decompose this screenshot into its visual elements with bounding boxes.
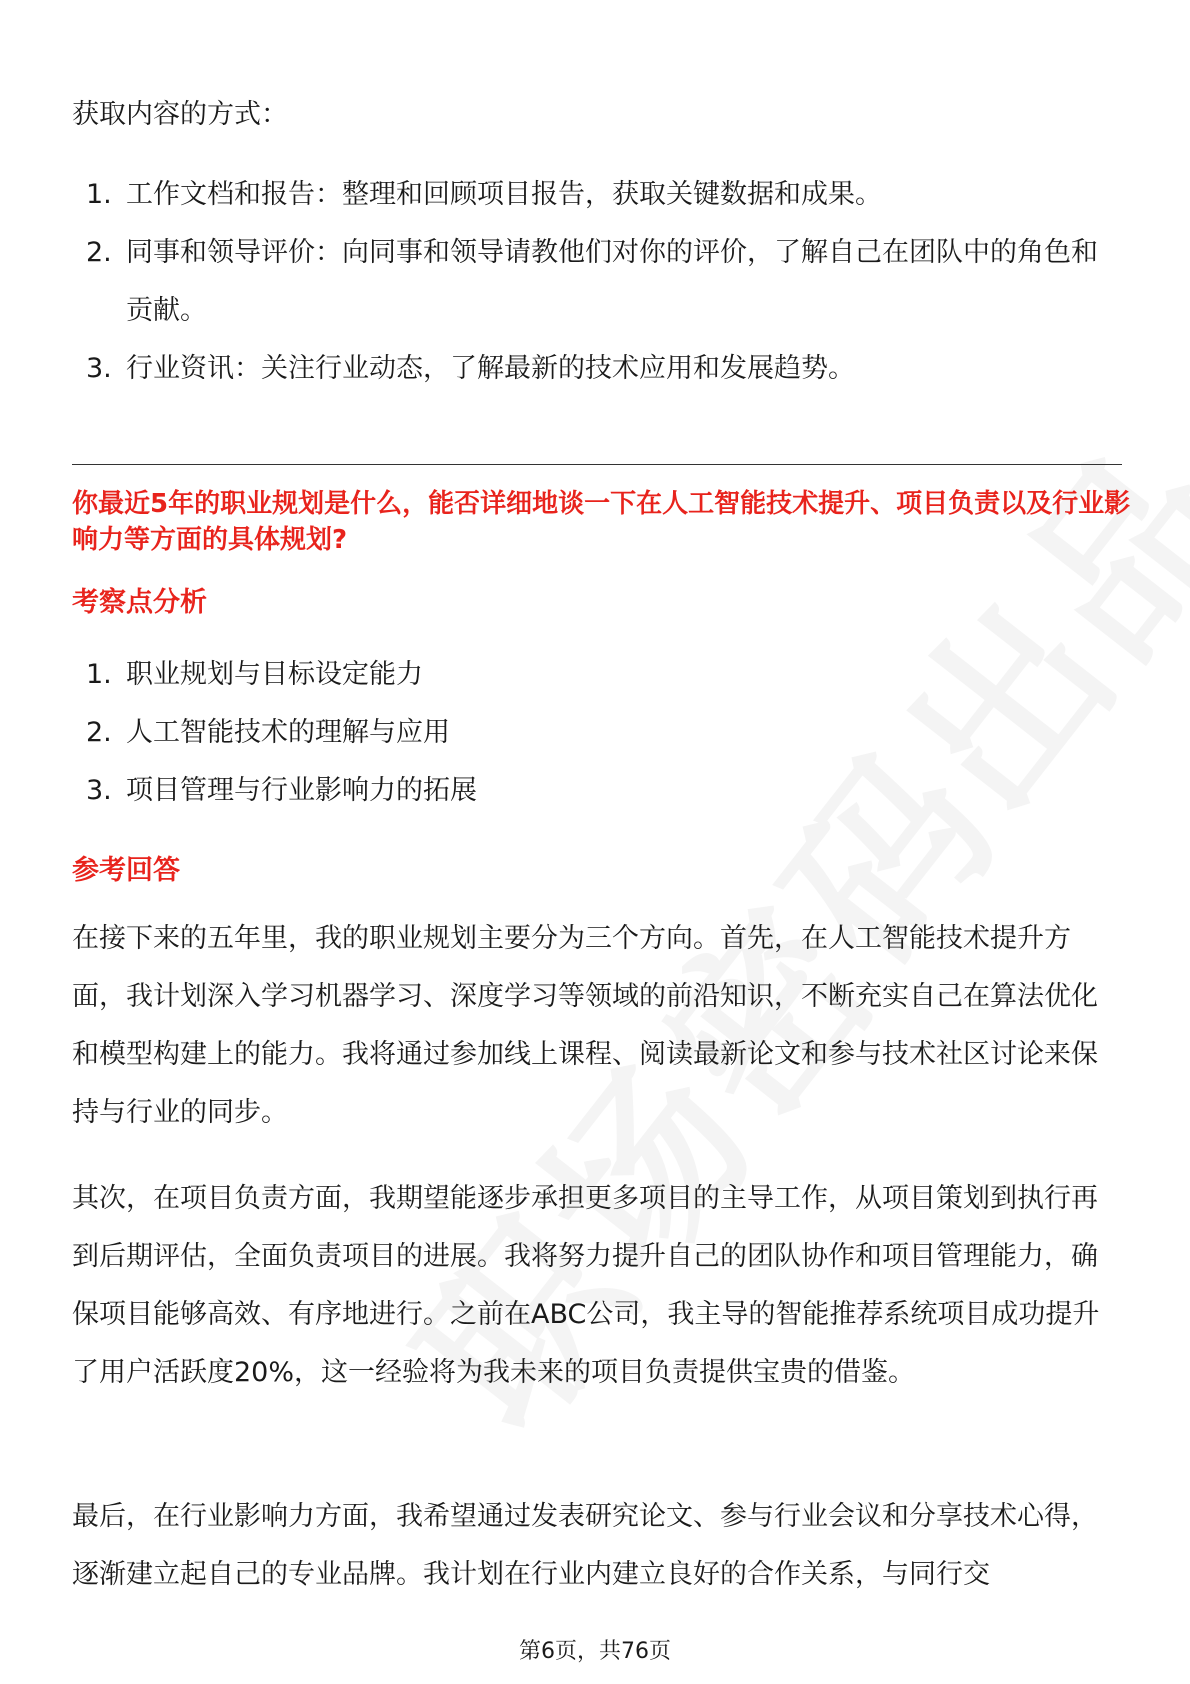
list-text: 行业资讯：关注行业动态，了解最新的技术应用和发展趋势。 <box>126 353 855 384</box>
list-number: 2. <box>86 717 112 748</box>
list-item <box>72 166 1122 224</box>
list-item <box>72 340 1122 398</box>
list-item <box>72 646 1122 704</box>
intro-heading: 获取内容的方式： <box>72 99 288 130</box>
list-number: 1. <box>86 659 112 690</box>
answer-title: 参考回答 <box>72 855 180 886</box>
list-item <box>72 762 1122 820</box>
list-text: 项目管理与行业影响力的拓展 <box>126 775 477 806</box>
list-number: 1. <box>86 179 112 210</box>
answer-paragraph: 其次，在项目负责方面，我期望能逐步承担更多项目的主导工作，从项目策划到执行再到后期评估，全面负责项目的进展。我将努力提升自己的团队协作和项目管理能力，确保项目能够高效、有序地进行。之前在ABC公司，我主导的智能推荐系统项目成功提升了用户活跃度20%，这一经验将为我未来的项目负责提供宝贵的借鉴。 <box>72 1183 1100 1388</box>
analysis-title: 考察点分析 <box>72 587 207 618</box>
list-text: 同事和领导评价：向同事和领导请教他们对你的评价，了解自己在团队中的角色和贡献。 <box>126 237 1098 326</box>
answer-paragraph: 在接下来的五年里，我的职业规划主要分为三个方向。首先，在人工智能技术提升方面，我计划深入学习机器学习、深度学习等领域的前沿知识，不断充实自己在算法优化和模型构建上的能力。我将通过参加线上课程、阅读最新论文和参与技术社区讨论来保持与行业的同步。 <box>72 923 1098 1128</box>
analysis-list <box>72 646 1122 820</box>
list-text: 职业规划与目标设定能力 <box>126 659 423 690</box>
list-item <box>72 224 1122 340</box>
list-item <box>72 704 1122 762</box>
list-number: 3. <box>86 353 112 384</box>
methods-list <box>72 166 1122 398</box>
list-number: 3. <box>86 775 112 806</box>
page-number: 第6页，共76页 <box>519 1639 671 1664</box>
list-number: 2. <box>86 237 112 268</box>
answer-paragraph: 最后，在行业影响力方面，我希望通过发表研究论文、参与行业会议和分享技术心得，逐渐建立起自己的专业品牌。我计划在行业内建立良好的合作关系，与同行交 <box>72 1501 1098 1590</box>
list-text: 工作文档和报告：整理和回顾项目报告，获取关键数据和成果。 <box>126 179 882 210</box>
question-heading: 你最近5年的职业规划是什么，能否详细地谈一下在人工智能技术提升、项目负责以及行业影响力等方面的具体规划? <box>72 489 1131 555</box>
list-text: 人工智能技术的理解与应用 <box>126 717 450 748</box>
section-divider <box>72 464 1122 465</box>
